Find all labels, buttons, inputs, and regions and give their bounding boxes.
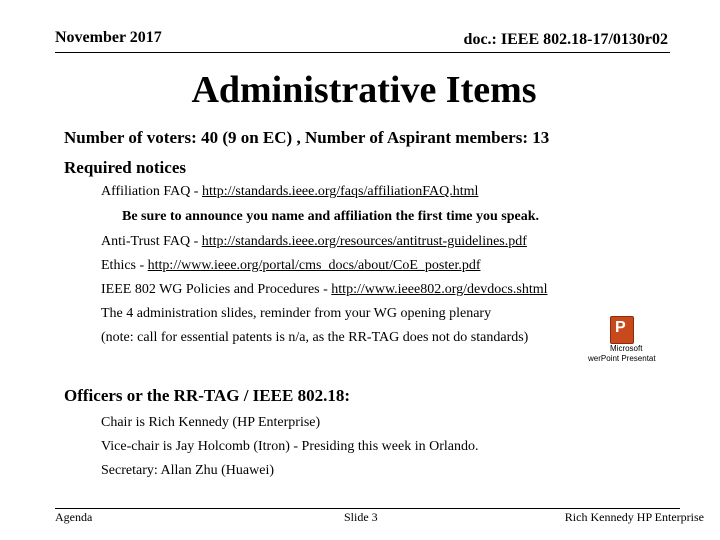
ethics-label: Ethics - <box>101 258 148 273</box>
embedded-object-line1: Microsoft <box>610 344 643 353</box>
footer-left: Agenda <box>55 510 93 524</box>
affiliation-faq-item <box>101 184 478 200</box>
policies-link[interactable]: http://www.ieee802.org/devdocs.shtml <box>331 282 548 297</box>
policies-label: IEEE 802 WG Policies and Procedures - <box>101 282 332 297</box>
patents-note: (note: call for essential patents is n/a, as the RR-TAG does not do standards) <box>101 330 529 345</box>
announce-notice: Be sure to announce you name and affiliation the first time you speak. <box>122 209 540 224</box>
header-date: November 2017 <box>55 29 162 46</box>
embedded-powerpoint-object[interactable] <box>588 316 668 364</box>
affiliation-faq-link[interactable]: http://standards.ieee.org/faqs/affiliationFAQ.html <box>201 184 479 199</box>
header-divider <box>55 52 670 53</box>
embedded-object-line2: werPoint Presentat <box>588 354 656 363</box>
chair-item: Chair is Rich Kennedy (HP Enterprise) <box>101 415 321 430</box>
antitrust-faq-label: Anti-Trust FAQ - <box>101 234 202 249</box>
ethics-link[interactable]: http://www.ieee.org/portal/cms_docs/about/CoE_poster.pdf <box>147 258 481 273</box>
antitrust-faq-link[interactable]: http://standards.ieee.org/resources/antitrust-guidelines.pdf <box>201 234 527 249</box>
footer-author: Rich Kennedy HP Enterprise <box>564 510 704 524</box>
footer-divider <box>55 508 680 509</box>
secretary-item: Secretary: Allan Zhu (Huawei) <box>101 463 274 478</box>
vice-chair-item: Vice-chair is Jay Holcomb (Itron) - Presiding this week in Orlando. <box>101 439 479 454</box>
ethics-item <box>101 258 481 274</box>
required-notices-heading: Required notices <box>64 158 186 177</box>
powerpoint-icon <box>610 316 634 344</box>
voters-line: Number of voters: 40 (9 on EC) , Number of Aspirant members: 13 <box>64 128 550 147</box>
slide-number: Slide 3 <box>344 510 378 524</box>
officers-heading: Officers or the RR-TAG / IEEE 802.18: <box>64 386 350 405</box>
policies-item <box>101 282 548 298</box>
header-doc-id: doc.: IEEE 802.18-17/0130r02 <box>463 31 668 48</box>
affiliation-faq-label: Affiliation FAQ - <box>101 184 202 199</box>
slide-title: Administrative Items <box>191 69 537 111</box>
admin-slides-reminder: The 4 administration slides, reminder from your WG opening plenary <box>101 306 492 321</box>
antitrust-faq-item <box>101 234 527 250</box>
